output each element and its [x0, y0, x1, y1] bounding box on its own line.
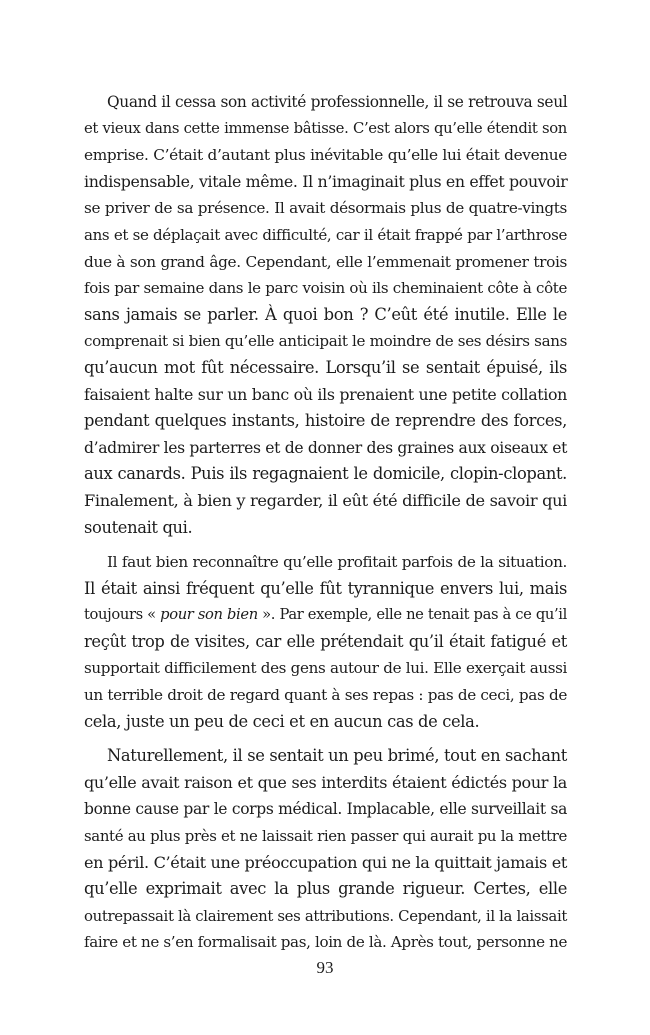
text-line: Il était ainsi fréquent qu’elle fût tyrannique envers lui, mais [84, 578, 567, 598]
paragraph-3 [84, 743, 567, 956]
text-line: sans jamais se parler. À quoi bon ? C’eût été inutile. Elle le [84, 304, 567, 324]
text-line-with-emphasis [84, 602, 567, 629]
text-line: Quand il cessa son activité professionnelle, il se retrouva seul [107, 93, 568, 111]
text-line: et vieux dans cette immense bâtisse. C’est alors qu’elle étendit son [84, 119, 567, 137]
text-line: bonne cause par le corps médical. Implacable, elle surveillait sa [84, 800, 567, 819]
text-line: faisaient halte sur un banc où ils prenaient une petite collation [84, 384, 567, 404]
page-number: 93 [316, 958, 334, 977]
text-line: ans et se déplaçait avec difficulté, car il était frappé par l’arthrose [84, 225, 567, 244]
paragraph-spacer [84, 541, 567, 549]
emphasis-text: pour son bien [160, 606, 258, 624]
text-line: Il faut bien reconnaître qu’elle profitait parfois de la situation. [107, 553, 567, 572]
text-line: fois par semaine dans le parc voisin où ils cheminaient côte à côte [84, 279, 567, 298]
text-fragment: ». Par exemple, elle ne tenait pas à ce qu’il [257, 606, 568, 624]
text-line: santé au plus près et ne laissait rien passer qui aurait pu la mettre [84, 827, 567, 846]
text-line: due à son grand âge. Cependant, elle l’emmenait promener trois [84, 252, 567, 271]
text-line: reçût trop de visites, car elle prétendait qu’il était fatigué et [84, 631, 567, 651]
text-line: Naturellement, il se sentait un peu brimé, tout en sachant [107, 746, 567, 766]
text-line: qu’elle avait raison et que ses interdits étaient édictés pour la [84, 772, 567, 792]
text-line: pendant quelques instants, histoire de reprendre des forces, [84, 411, 567, 431]
body-text [84, 89, 567, 956]
text-line: cela, juste un peu de ceci et en aucun cas de cela. [84, 711, 480, 731]
text-line: emprise. C’était d’autant plus inévitable qu’elle lui était devenue [84, 146, 567, 165]
text-line: outrepassait là clairement ses attributions. Cependant, il la laissait [84, 906, 567, 925]
text-line: faire et ne s’en formalisait pas, loin de là. Après tout, personne ne [84, 933, 568, 952]
text-line: supportait difficilement des gens autour de lui. Elle exerçait aussi [84, 659, 567, 678]
paragraph-spacer [84, 735, 567, 743]
text-line: comprenait si bien qu’elle anticipait le moindre de ses désirs sans [84, 332, 567, 351]
text-line: indispensable, vitale même. Il n’imaginait plus en effet pouvoir [84, 171, 568, 191]
text-line: se priver de sa présence. Il avait désormais plus de quatre-vingts [84, 199, 567, 218]
text-line: aux canards. Puis ils regagnaient le domicile, clopin-clopant. [84, 464, 567, 484]
text-fragment: toujours « [84, 606, 161, 624]
text-line: qu’elle exprimait avec la plus grande rigueur. Certes, elle [84, 879, 567, 899]
text-line: qu’aucun mot fût nécessaire. Lorsqu’il se sentait épuisé, ils [84, 357, 567, 377]
paragraph-1 [84, 89, 567, 541]
text-line: soutenait qui. [84, 517, 193, 537]
paragraph-2 [84, 549, 567, 735]
text-line: un terrible droit de regard quant à ses repas : pas de ceci, pas de [84, 686, 567, 705]
text-line: en péril. C’était une préoccupation qui ne la quittait jamais et [84, 852, 567, 872]
text-line: d’admirer les parterres et de donner des graines aux oiseaux et [84, 438, 567, 457]
text-line: Finalement, à bien y regarder, il eût été difficile de savoir qui [84, 490, 567, 510]
